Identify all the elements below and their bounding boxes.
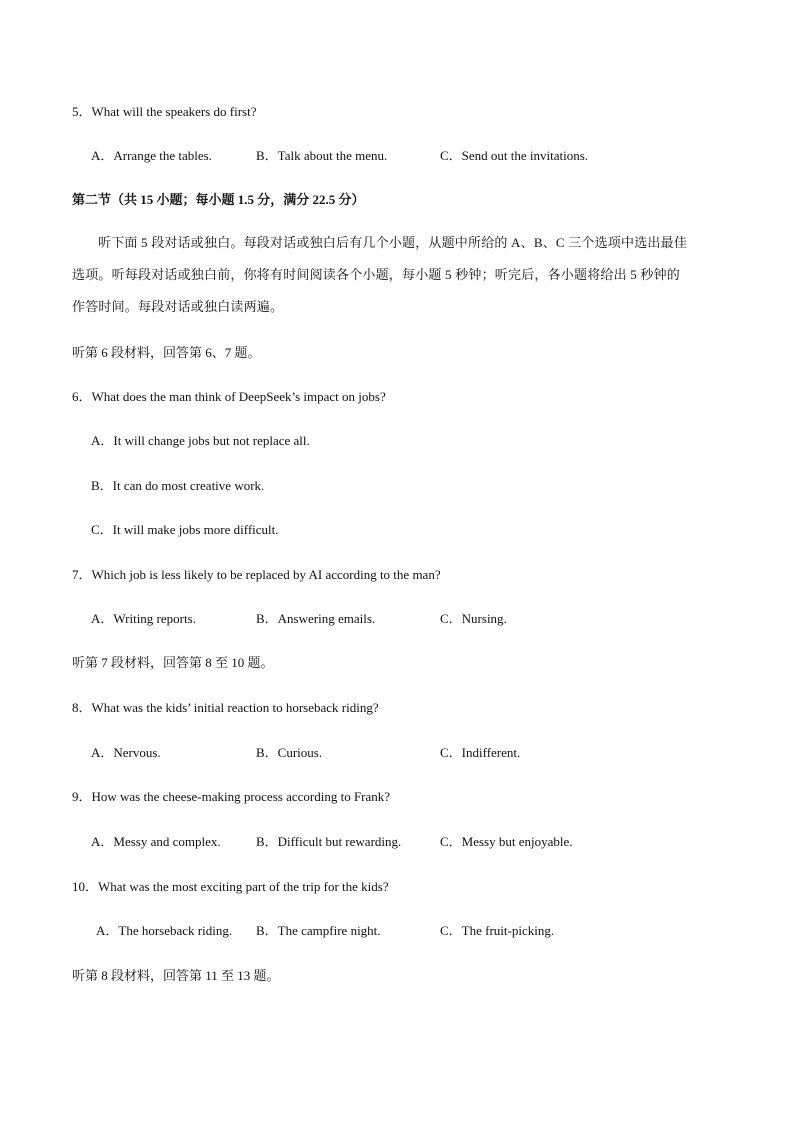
instruction-line-2: 选项。听每段对话或独白前，你将有时间阅读各个小题，每小题 5 秒钟；听完后，各小题将给出 5 秒钟的 [72, 267, 681, 282]
material-8-heading: 听第 8 段材料，回答第 11 至 13 题。 [72, 968, 280, 983]
q5-option-c: C．Send out the invitations. [440, 148, 589, 163]
q6-option-b: B．It can do most creative work. [91, 478, 265, 493]
question-7-stem: 7．Which job is less likely to be replaced by AI according to the man? [72, 567, 441, 582]
section-2-instructions [72, 227, 732, 323]
q8-option-a: A．Nervous. [91, 745, 161, 760]
instruction-line-1: 听下面 5 段对话或独白。每段对话或独白后有几个小题，从题中所给的 A、B、C 三个选项中选出最佳 [98, 235, 688, 250]
q7-option-c: C．Nursing. [440, 611, 507, 626]
question-8-stem: 8．What was the kids’ initial reaction to horseback riding? [72, 700, 379, 715]
q10-option-a: A．The horseback riding. [96, 923, 233, 938]
question-10-stem: 10．What was the most exciting part of the trip for the kids? [72, 879, 389, 894]
section-2-heading: 第二节（共 15 小题；每小题 1.5 分，满分 22.5 分） [72, 192, 365, 207]
question-5-stem: 5．What will the speakers do first? [72, 104, 257, 119]
q5-option-a: A．Arrange the tables. [91, 148, 212, 163]
q6-option-c: C．It will make jobs more difficult. [91, 522, 279, 537]
q6-option-a: A．It will change jobs but not replace all. [91, 433, 310, 448]
q8-option-b: B．Curious. [256, 745, 323, 760]
q8-option-c: C．Indifferent. [440, 745, 521, 760]
question-6-stem: 6．What does the man think of DeepSeek’s impact on jobs? [72, 389, 386, 404]
q9-option-c: C．Messy but enjoyable. [440, 834, 573, 849]
q5-option-b: B．Talk about the menu. [256, 148, 388, 163]
material-6-heading: 听第 6 段材料，回答第 6、7 题。 [72, 345, 261, 360]
q9-option-a: A．Messy and complex. [91, 834, 221, 849]
instruction-line-3: 作答时间。每段对话或独白读两遍。 [72, 299, 284, 314]
question-9-stem: 9．How was the cheese-making process according to Frank? [72, 789, 391, 804]
q10-option-c: C．The fruit-picking. [440, 923, 555, 938]
q7-option-a: A．Writing reports. [91, 611, 196, 626]
q10-option-b: B．The campfire night. [256, 923, 381, 938]
q7-option-b: B．Answering emails. [256, 611, 376, 626]
q9-option-b: B．Difficult but rewarding. [256, 834, 402, 849]
material-7-heading: 听第 7 段材料，回答第 8 至 10 题。 [72, 655, 274, 670]
